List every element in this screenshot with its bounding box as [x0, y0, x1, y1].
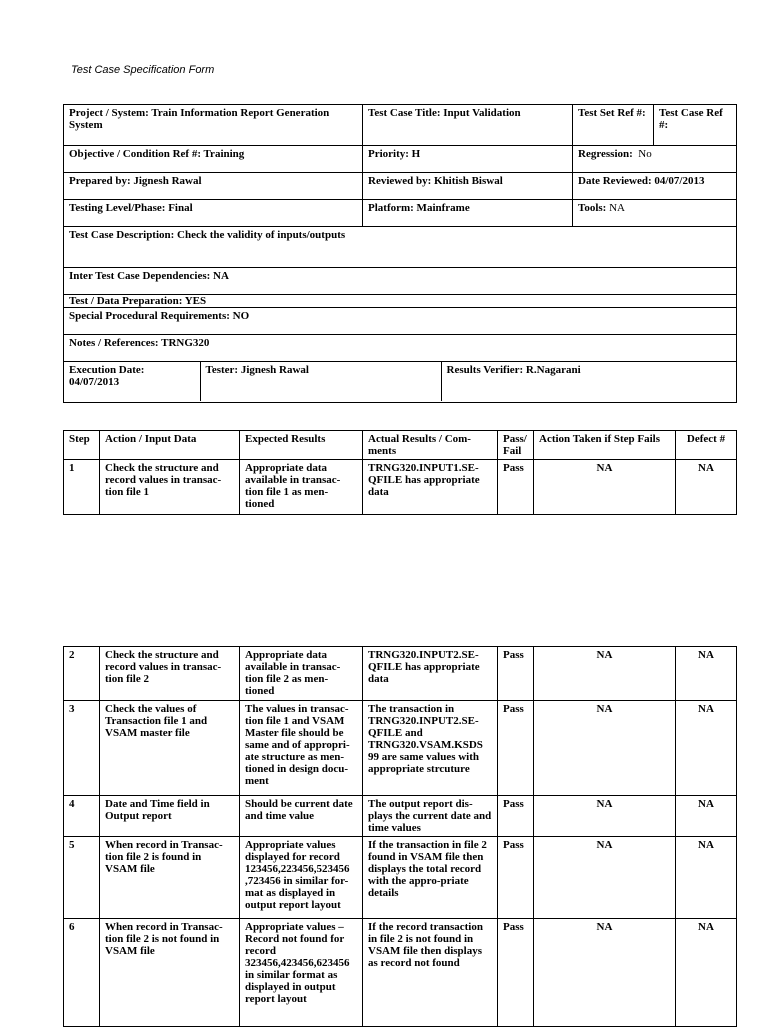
step-actual: If the transaction in file 2 found in VSAM file then displays the total record with the appro-priate details	[363, 837, 498, 919]
execution-row	[64, 362, 737, 403]
step-action-taken: NA	[534, 796, 676, 837]
step-actual: The output report dis-plays the current date and time values	[363, 796, 498, 837]
header-table	[63, 104, 737, 403]
step-pass-fail: Pass	[498, 460, 534, 515]
test-case-title-cell: Test Case Title: Input Validation	[363, 105, 573, 146]
regression-value: No	[638, 148, 652, 160]
table-row	[64, 837, 737, 919]
header-defect: Defect #	[676, 431, 737, 460]
table-row	[64, 460, 737, 515]
step-expected: Appropriate data available in transac-tion file 1 as men-tioned	[240, 460, 363, 515]
step-actual: TRNG320.INPUT1.SE-QFILE has appropriate data	[363, 460, 498, 515]
test-case-ref-cell: Test Case Ref #:	[654, 105, 737, 146]
step-action: Check the structure and record values in transac-tion file 1	[100, 460, 240, 515]
reviewed-by-cell: Reviewed by: Khitish Biswal	[363, 173, 573, 200]
step-defect: NA	[676, 647, 737, 701]
step-defect: NA	[676, 701, 737, 796]
step-actual: If the record transaction in file 2 is not found in VSAM file then displays as record not found	[363, 919, 498, 1027]
tools-value: NA	[609, 202, 625, 214]
dependencies-cell: Inter Test Case Dependencies: NA	[64, 268, 737, 295]
header-action: Action / Input Data	[100, 431, 240, 460]
step-action-taken: NA	[534, 460, 676, 515]
steps-table-page2	[63, 646, 737, 1027]
step-actual: TRNG320.INPUT2.SE-QFILE has appropriate data	[363, 647, 498, 701]
tools-label: Tools:	[578, 202, 607, 214]
execution-date-label: Execution Date:	[69, 364, 145, 376]
step-expected: Appropriate data available in transac-tion file 2 as men-tioned	[240, 647, 363, 701]
step-number: 5	[64, 837, 100, 919]
testing-level-cell: Testing Level/Phase: Final	[64, 200, 363, 227]
steps-table-page1	[63, 430, 737, 515]
date-reviewed-cell: Date Reviewed: 04/07/2013	[573, 173, 737, 200]
test-set-ref-cell: Test Set Ref #:	[573, 105, 654, 146]
results-verifier-cell: Results Verifier: R.Nagarani	[446, 364, 581, 376]
step-defect: NA	[676, 919, 737, 1027]
priority-cell: Priority: H	[363, 146, 573, 173]
data-preparation-cell: Test / Data Preparation: YES	[64, 295, 737, 308]
step-number: 2	[64, 647, 100, 701]
step-defect: NA	[676, 460, 737, 515]
regression-label: Regression:	[578, 148, 633, 160]
prepared-by-cell: Prepared by: Jignesh Rawal	[64, 173, 363, 200]
table-row	[64, 647, 737, 701]
step-pass-fail: Pass	[498, 837, 534, 919]
execution-inner-table	[64, 362, 736, 401]
step-action: Check the structure and record values in transac-tion file 2	[100, 647, 240, 701]
step-defect: NA	[676, 796, 737, 837]
execution-date-cell	[64, 362, 200, 401]
header-step: Step	[64, 431, 100, 460]
step-pass-fail: Pass	[498, 647, 534, 701]
table-row	[64, 919, 737, 1027]
step-expected: Appropriate values displayed for record 123456,223456,523456 ,723456 in similar for-mat as displayed in output report layout	[240, 837, 363, 919]
step-number: 6	[64, 919, 100, 1027]
step-number: 3	[64, 701, 100, 796]
step-action-taken: NA	[534, 919, 676, 1027]
header-expected: Expected Results	[240, 431, 363, 460]
tools-cell	[573, 200, 737, 227]
step-action: When record in Transac-tion file 2 is found in VSAM file	[100, 837, 240, 919]
step-pass-fail: Pass	[498, 919, 534, 1027]
tester-cell: Tester: Jignesh Rawal	[200, 362, 441, 401]
notes-references-cell: Notes / References: TRNG320	[64, 335, 737, 362]
step-actual: The transaction in TRNG320.INPUT2.SE-QFILE and TRNG320.VSAM.KSDS 99 are same values with appropriate strcuture	[363, 701, 498, 796]
step-action-taken: NA	[534, 701, 676, 796]
step-pass-fail: Pass	[498, 701, 534, 796]
table-row	[64, 701, 737, 796]
step-number: 4	[64, 796, 100, 837]
header-pass-fail: Pass/ Fail	[498, 431, 534, 460]
step-expected: The values in transac-tion file 1 and VSAM Master file should be same and of appropri-ate structure as men-tioned in design docu-ment	[240, 701, 363, 796]
step-action: Check the values of Transaction file 1 and VSAM master file	[100, 701, 240, 796]
header-actual: Actual Results / Com-ments	[363, 431, 498, 460]
platform-cell: Platform: Mainframe	[363, 200, 573, 227]
header-action-taken: Action Taken if Step Fails	[534, 431, 676, 460]
description-cell: Test Case Description: Check the validity of inputs/outputs	[64, 227, 737, 268]
step-expected: Should be current date and time value	[240, 796, 363, 837]
step-action-taken: NA	[534, 647, 676, 701]
execution-date-value: 04/07/2013	[69, 376, 120, 388]
regression-cell	[573, 146, 737, 173]
form-title: Test Case Specification Form	[71, 64, 215, 76]
step-action: Date and Time field in Output report	[100, 796, 240, 837]
step-expected: Appropriate values – Record not found for record 323456,423456,623456 in similar format as displayed in output report layout	[240, 919, 363, 1027]
step-defect: NA	[676, 837, 737, 919]
step-number: 1	[64, 460, 100, 515]
step-action-taken: NA	[534, 837, 676, 919]
step-action: When record in Transac-tion file 2 is not found in VSAM file	[100, 919, 240, 1027]
project-system-cell: Project / System: Train Information Report Generation System	[64, 105, 363, 146]
table-row	[64, 796, 737, 837]
special-requirements-cell: Special Procedural Requirements: NO	[64, 308, 737, 335]
step-pass-fail: Pass	[498, 796, 534, 837]
objective-cell: Objective / Condition Ref #: Training	[64, 146, 363, 173]
